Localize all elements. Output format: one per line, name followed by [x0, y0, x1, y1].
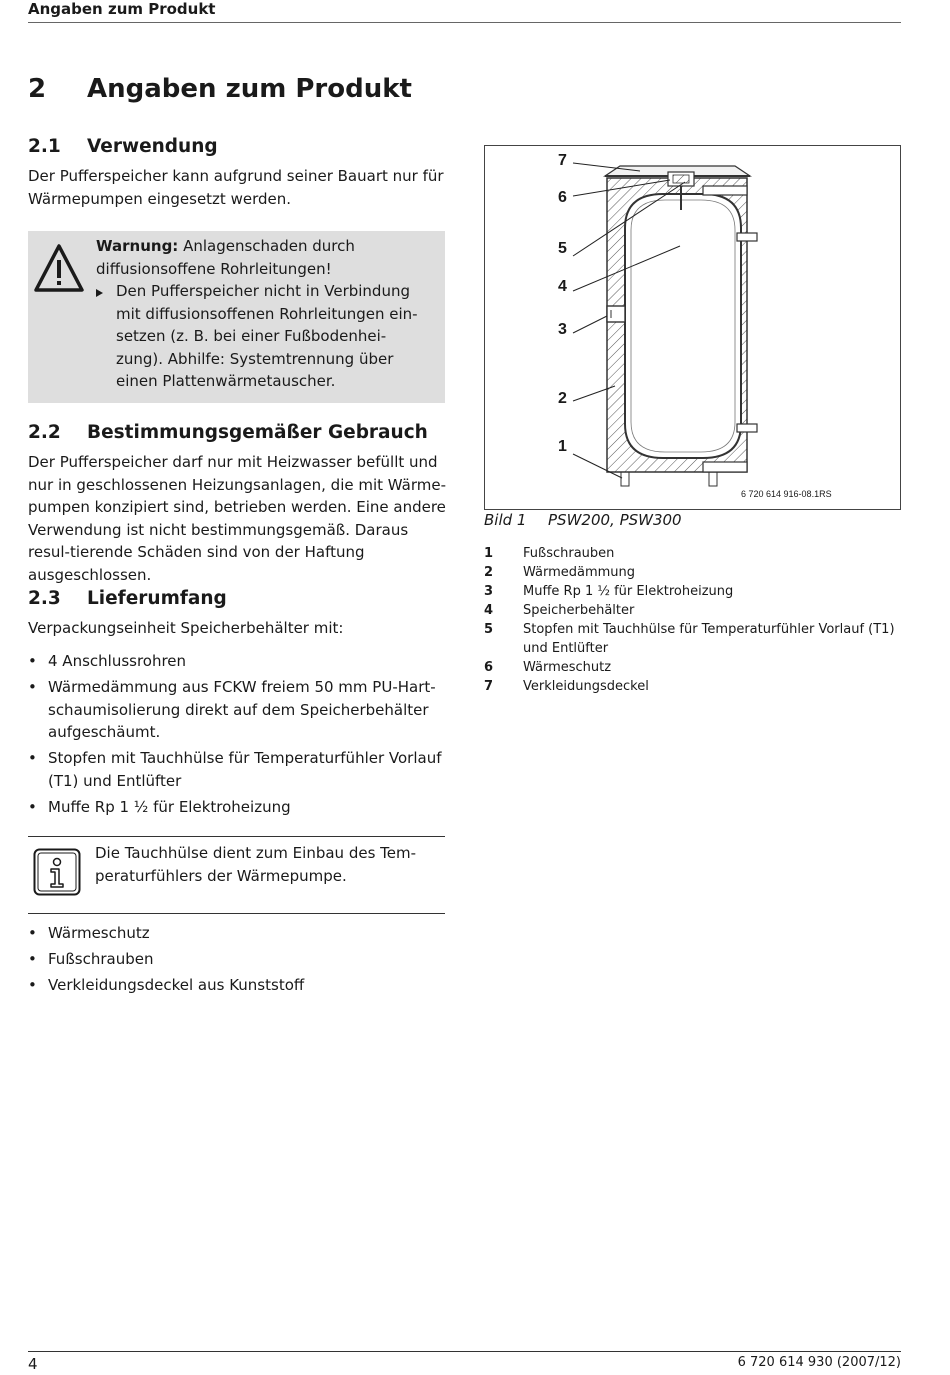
- legend-item: [484, 563, 904, 582]
- warning-triangle-icon: [32, 241, 86, 297]
- callout-6: 6: [558, 189, 567, 206]
- figure-legend: [484, 544, 904, 696]
- warning-headline: [96, 235, 431, 280]
- callout-2: 2: [558, 390, 567, 407]
- list-item: • Fußschrauben: [28, 948, 448, 971]
- legend-text: Speicherbehälter: [523, 603, 635, 618]
- legend-number: 2: [484, 565, 494, 580]
- gebrauch-text: Der Pufferspeicher darf nur mit Heizwasser befüllt und nur in geschlossenen Heizungsanlagen, die mit Wärme-pumpen konzipiert sind, betrieben werden. Eine andere Verwendung ist nicht bestimmungsgemäß. Daraus resul-tierende Schäden sind von der Haftung ausgeschlossen.: [28, 453, 447, 584]
- info-icon: [33, 848, 81, 896]
- legend-text: Fußschrauben: [523, 546, 615, 561]
- warning-message: Anlagenschaden durch diffusionsoffene Rohrleitungen!: [96, 237, 355, 278]
- section-heading-lieferumfang: [28, 588, 227, 609]
- note-rule-bottom: [28, 913, 445, 914]
- verwendung-text: Der Pufferspeicher kann aufgrund seiner Bauart nur für Wärmepumpen eingesetzt werden.: [28, 167, 444, 208]
- list-item: • Muffe Rp 1 ½ für Elektroheizung: [28, 796, 448, 819]
- warning-step-text: Den Pufferspeicher nicht in Verbindung mit diffusionsoffenen Rohrleitungen ein-setzen (z. B. bei einer Fußbodenhei-zung). Abhilfe: Systemtrennung über einen Plattenwärmetauscher.: [116, 282, 418, 390]
- lieferumfang-list-continued: [28, 922, 448, 1000]
- warning-text: [96, 235, 431, 393]
- legend-text: Wärmedämmung: [523, 565, 636, 580]
- section-title: Verwendung: [87, 136, 218, 157]
- page-number: 4: [28, 1355, 38, 1373]
- figure-caption-text: PSW200, PSW300: [548, 511, 682, 529]
- tank-drawing: [485, 146, 902, 511]
- list-item: • Verkleidungsdeckel aus Kunststoff: [28, 974, 448, 997]
- header-rule: [28, 22, 901, 23]
- list-item: • Wärmedämmung aus FCKW freiem 50 mm PU-Hart-schaumisolierung direkt auf dem Speicherbehälter aufgeschäumt.: [28, 676, 448, 744]
- section-heading-gebrauch: [28, 422, 428, 443]
- legend-number: 6: [484, 660, 494, 675]
- legend-number: 7: [484, 679, 494, 694]
- warning-label: Warnung:: [96, 237, 179, 255]
- callout-7: 7: [558, 152, 567, 169]
- note-rule-top: [28, 836, 445, 837]
- legend-text: Wärmeschutz: [523, 660, 612, 675]
- section-heading-verwendung: [28, 136, 218, 157]
- figure-frame: [484, 145, 901, 510]
- figure-code: 6 720 614 916-08.1RS: [741, 489, 832, 499]
- note-text: Die Tauchhülse dient zum Einbau des Tem-peraturfühlers der Wärmepumpe.: [95, 844, 417, 885]
- callout-1: 1: [558, 438, 567, 455]
- warning-box: [28, 231, 445, 403]
- legend-item: [484, 677, 904, 696]
- document-number: 6 720 614 930 (2007/12): [737, 1355, 901, 1370]
- callout-3: 3: [558, 321, 567, 338]
- callout-4: 4: [558, 278, 567, 295]
- warning-step: [96, 280, 431, 393]
- section-number: 2.3: [28, 588, 61, 609]
- lieferumfang-list: [28, 650, 448, 822]
- chapter-title-text: Angaben zum Produkt: [87, 74, 412, 104]
- legend-item: [484, 582, 904, 601]
- footer-rule: [28, 1351, 901, 1352]
- legend-number: 4: [484, 603, 494, 618]
- legend-number: 5: [484, 622, 494, 637]
- legend-item: [484, 544, 904, 563]
- list-item: • Wärmeschutz: [28, 922, 448, 945]
- figure-caption: [484, 511, 682, 529]
- legend-item: [484, 601, 904, 620]
- figure-caption-label: Bild 1: [484, 511, 527, 529]
- legend-text: Verkleidungsdeckel: [523, 679, 649, 694]
- section-number: 2.1: [28, 136, 61, 157]
- arrow-right-icon: [96, 289, 103, 297]
- legend-number: 1: [484, 546, 494, 561]
- section-title: Bestimmungsgemäßer Gebrauch: [87, 422, 428, 443]
- section-number: 2.2: [28, 422, 61, 443]
- legend-number: 3: [484, 584, 494, 599]
- legend-text: Stopfen mit Tauchhülse für Temperaturfühler Vorlauf (T1) und Entlüfter: [523, 622, 895, 656]
- chapter-title: [28, 74, 412, 104]
- lieferumfang-intro: Verpackungseinheit Speicherbehälter mit:: [28, 619, 344, 637]
- legend-text: Muffe Rp 1 ½ für Elektroheizung: [523, 584, 734, 599]
- legend-item: [484, 620, 904, 658]
- running-header: Angaben zum Produkt: [28, 0, 216, 18]
- callout-5: 5: [558, 240, 567, 257]
- list-item: • Stopfen mit Tauchhülse für Temperaturfühler Vorlauf (T1) und Entlüfter: [28, 747, 448, 792]
- list-item: • 4 Anschlussrohren: [28, 650, 448, 673]
- legend-item: [484, 658, 904, 677]
- section-title: Lieferumfang: [87, 588, 227, 609]
- chapter-number: 2: [28, 74, 47, 104]
